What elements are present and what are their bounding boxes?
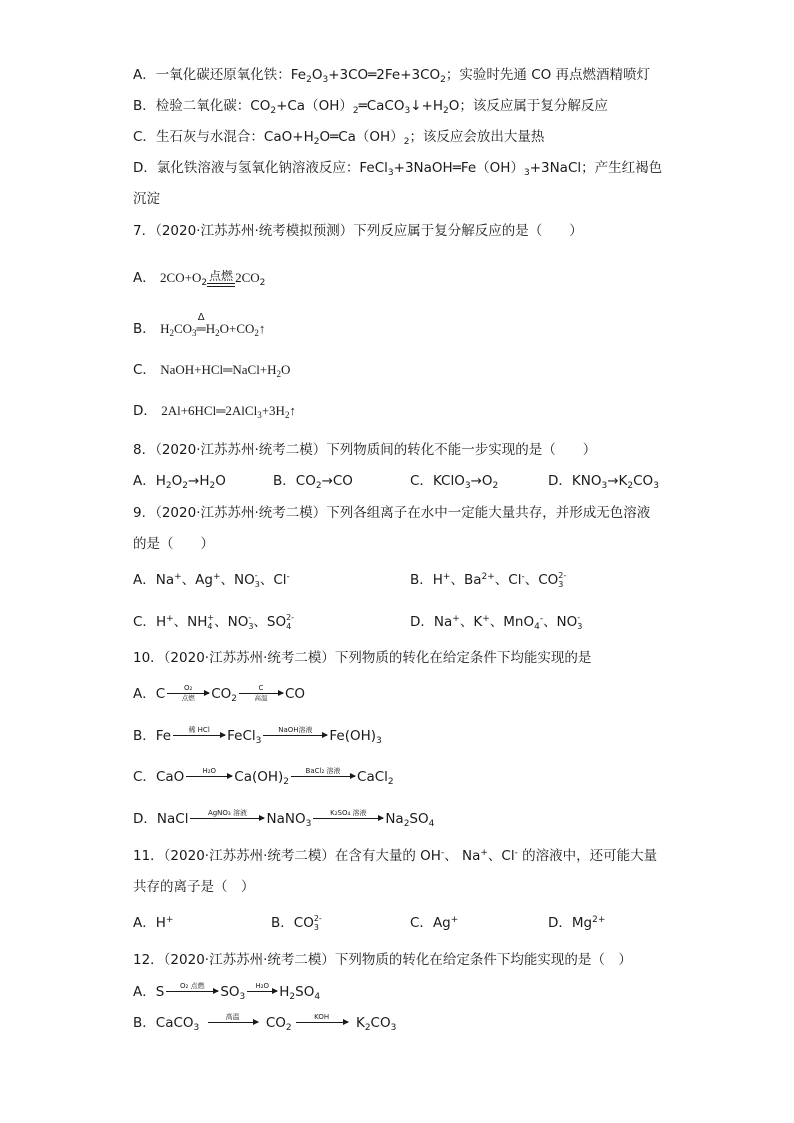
q10-option-a: A．C O₂ 点燃 $CO_2$ C 高温 CO — [133, 684, 306, 704]
condition-arrow: O₂ 点燃 — [166, 982, 218, 1002]
q6-option-a: A．一氧化碳还原氧化铁：$Fe_2O_3+3CO═2Fe+3CO_2$；实验时先通 CO 再点燃酒精喷灯 — [133, 67, 651, 85]
q9-stem-continued: 的是（ ） — [133, 536, 214, 552]
q8-option-d: D．$KNO_3\to K_2CO_3$ — [548, 473, 659, 491]
q12-option-b: B．CaCO$_3$ 高温 $CO_2$ KOH $K_2CO_3$ — [133, 1013, 397, 1033]
q7-option-b: B． $H_2CO_3$ Δ $═H_2O+CO_2↑$ — [133, 312, 266, 338]
q9-option-d: D．Na+、K+、MnO$_4$-、NO - 3 — [410, 613, 583, 632]
condition-arrow: 高温 — [208, 1013, 258, 1033]
q6-option-b: B．检验二氧化碳：$CO_2+Ca(OH)_2═CaCO_3↓+H_2O$；该反应属于复分解反应 — [133, 98, 608, 116]
q9-option-a: A．Na+、Ag+、NO - 3 、Cl- — [133, 571, 290, 589]
q8-option-b: B．$CO_2\to CO$ — [273, 473, 353, 491]
ignite-condition: 点燃 — [207, 270, 235, 287]
q6-option-d-continued: 沉淀 — [133, 191, 160, 207]
condition-arrow: KOH — [296, 1013, 348, 1033]
q12-stem: 12．（2020·江苏苏州·统考二模）下列物质的转化在给定条件下均能实现的是（ ） — [133, 952, 632, 968]
q7-stem: 7．（2020·江苏苏州·统考模拟预测）下列反应属于复分解反应的是（ ） — [133, 223, 583, 239]
condition-arrow: H₂O — [186, 767, 232, 787]
condition-arrow: O₂ 点燃 — [167, 684, 209, 704]
q11-option-b: B．CO 2- 3 — [271, 914, 322, 932]
condition-arrow: 稀 HCl — [173, 726, 225, 746]
heat-condition: Δ ═ — [196, 312, 206, 336]
q11-stem-continued: 共存的离子是（ ） — [133, 879, 255, 895]
q9-option-b: B．H+、$Ba^{2+}$、Cl-、CO 2- 3 — [410, 571, 567, 589]
condition-arrow: K₂SO₄ 溶液 — [313, 809, 383, 829]
condition-arrow: AgNO₃ 溶液 — [190, 809, 264, 829]
q10-option-b: B．Fe 稀 HCl FeCl$_3$ NaOH溶液 $Fe(OH)_3$ — [133, 726, 382, 746]
q8-stem: 8．（2020·江苏苏州·统考二模）下列物质间的转化不能一步实现的是（ ） — [133, 442, 597, 458]
condition-arrow: C 高温 — [239, 684, 283, 704]
q7-option-a: A． $2CO+O_2$ 点燃 $2CO_2$ — [133, 268, 266, 288]
q6-option-d: D．氯化铁溶液与氢氧化钠溶液反应：$FeCl_3+3NaOH═Fe(OH)_3+3NaCl$；产生红褐色 — [133, 160, 663, 178]
condition-arrow: NaOH溶液 — [263, 726, 327, 746]
q11-option-d: D．$Mg^{2+}$ — [548, 915, 606, 931]
q11-stem: 11．（2020·江苏苏州·统考二模）在含有大量的 OH-、 Na+、Cl- 的溶液中，还可能大量 — [133, 848, 658, 864]
condition-arrow: H₂O — [247, 982, 277, 1002]
q7-option-d: D． $2Al+6HCl═2AlCl_3+3H_2↑$ — [133, 403, 296, 420]
q8-option-a: A．$H_2O_2\to H_2O$ — [133, 473, 226, 491]
q9-stem: 9．（2020·江苏苏州·统考二模）下列各组离子在水中一定能大量共存，并形成无色溶液 — [133, 505, 651, 521]
q11-option-a: A．H+ — [133, 915, 174, 931]
q10-option-d: D．NaCl AgNO₃ 溶液 NaNO$_3$ K₂SO₄ 溶液 $Na_2SO_4$ — [133, 809, 435, 829]
q12-option-a: A．S O₂ 点燃 $SO_3$ H₂O $H_2SO_4$ — [133, 982, 321, 1002]
q7-option-c: C． $NaOH+HCl═NaCl+H_2O$ — [133, 362, 291, 379]
q11-option-c: C．Ag+ — [410, 915, 459, 931]
q10-option-c: C．CaO H₂O $Ca(OH)_2$ BaCl₂ 溶液 CaCl$_2$ — [133, 767, 394, 787]
q6-option-c: C．生石灰与水混合：$CaO+H_2O═Ca(OH)_2$；该反应会放出大量热 — [133, 129, 545, 147]
q10-stem: 10．（2020·江苏苏州·统考二模）下列物质的转化在给定条件下均能实现的是 — [133, 650, 592, 666]
q9-option-c: C．H+、NH + 4 、NO - 3 、SO 2- 4 — [133, 613, 295, 631]
condition-arrow: BaCl₂ 溶液 — [291, 767, 355, 787]
q8-option-c: C．$KClO_3\to O_2$ — [410, 473, 499, 491]
